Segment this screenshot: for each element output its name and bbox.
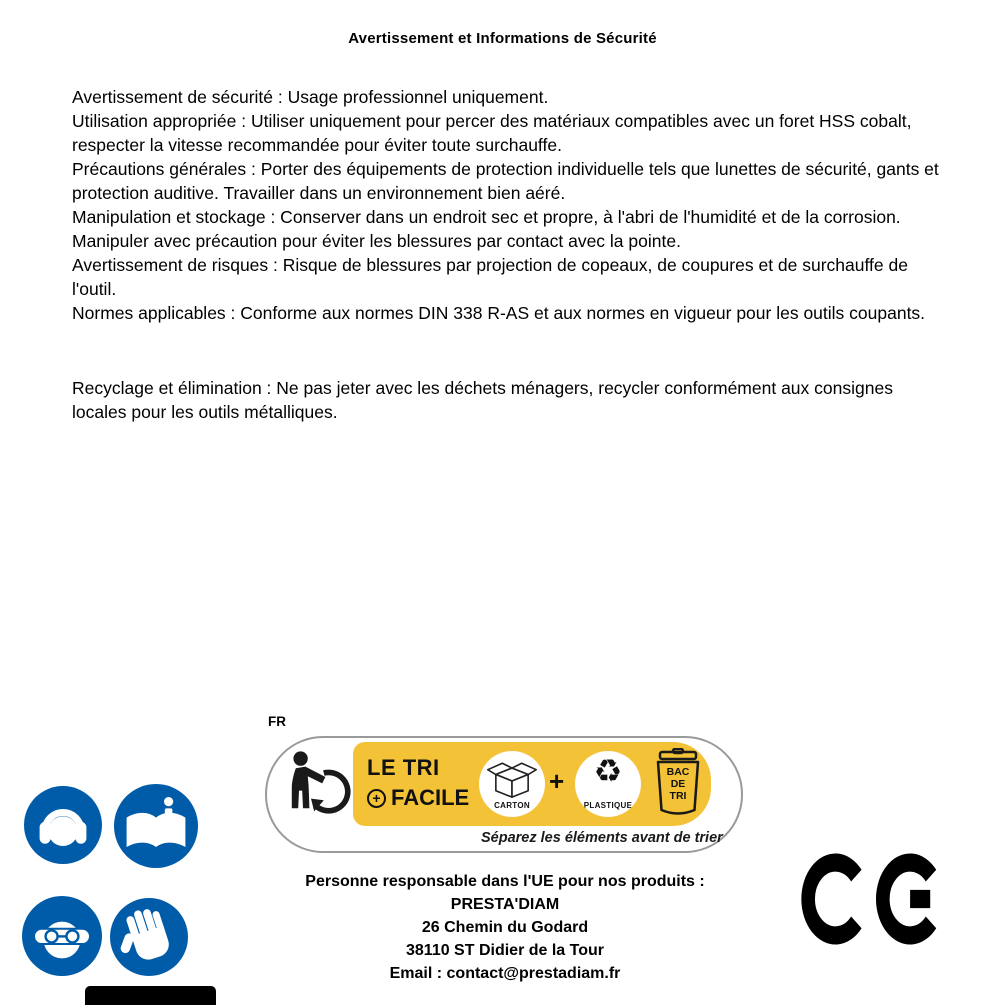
sorting-tagline: Séparez les éléments avant de trier (481, 830, 723, 846)
bac-de-tri-text: BAC DE TRI (666, 766, 690, 802)
ce-marking-icon (801, 853, 946, 945)
responsible-intro: Personne responsable dans l'UE pour nos produits : (305, 873, 705, 890)
wear-ear-protection-icon (24, 786, 102, 864)
yellow-band (353, 742, 711, 826)
safety-text-block (72, 85, 940, 424)
info-tri-label (265, 736, 743, 853)
address-city: 38110 ST Didier de la Tour (406, 942, 604, 959)
address-street: 26 Chemin du Godard (421, 919, 589, 936)
cardboard-box-icon (485, 760, 539, 802)
plastique-label: PLASTIQUE (583, 801, 633, 810)
le-tri-text: LE TRI (367, 755, 440, 780)
paragraph-handling-storage: Manipulation et stockage : Conserver dans un endroit sec et propre, à l'abri de l'humidité et de la corrosion. Manipuler avec précaution pour éviter les blessures par contact avec la pointe. (72, 207, 901, 251)
triman-logo-icon (279, 748, 351, 830)
paragraph-risk-warning: Avertissement de risques : Risque de blessures par projection de copeaux, de coupures et de surchauffe de l'outil. (72, 255, 908, 299)
paragraph-general-precautions: Précautions générales : Porter des équipements de protection individuelle tels que lunettes de sécurité, gants et protection auditive. Travailler dans un environnement bien aéré. (72, 159, 939, 203)
fr-country-label: FR (268, 714, 286, 729)
paragraph-recycling: Recyclage et élimination : Ne pas jeter avec les déchets ménagers, recycler conformément aux consignes locales pour les outils métalliques. (72, 378, 893, 422)
paragraph-safety-warning: Avertissement de sécurité : Usage professionnel uniquement. (72, 87, 549, 107)
facile-text: FACILE (391, 785, 470, 810)
responsible-person-block (255, 870, 755, 985)
recycling-symbol-icon: ♻ (593, 753, 623, 789)
sorting-bin-badge (649, 748, 707, 818)
wear-eye-protection-icon (22, 896, 102, 976)
wear-protective-gloves-icon (110, 898, 188, 976)
plastique-material-badge (575, 751, 641, 817)
paragraph-standards: Normes applicables : Conforme aux normes DIN 338 R-AS et aux normes en vigueur pour les outils coupants. (72, 303, 926, 323)
contact-email: Email : contact@prestadiam.fr (389, 965, 621, 982)
read-instruction-manual-icon (114, 784, 198, 868)
carton-material-badge (479, 751, 545, 817)
plus-separator: + (549, 766, 565, 796)
page-title: Avertissement et Informations de Sécurité (348, 30, 657, 47)
paragraph-proper-use: Utilisation appropriée : Utiliser uniquement pour percer des matériaux compatibles avec un foret HSS cobalt, respecter la vitesse recommandée pour éviter toute surchauffe. (72, 111, 912, 155)
carton-label: CARTON (494, 801, 530, 810)
partial-barcode (85, 986, 216, 1005)
company-name: PRESTA'DIAM (450, 896, 560, 913)
le-tri-facile-text (367, 755, 469, 811)
plus-circle-icon: + (367, 789, 386, 808)
